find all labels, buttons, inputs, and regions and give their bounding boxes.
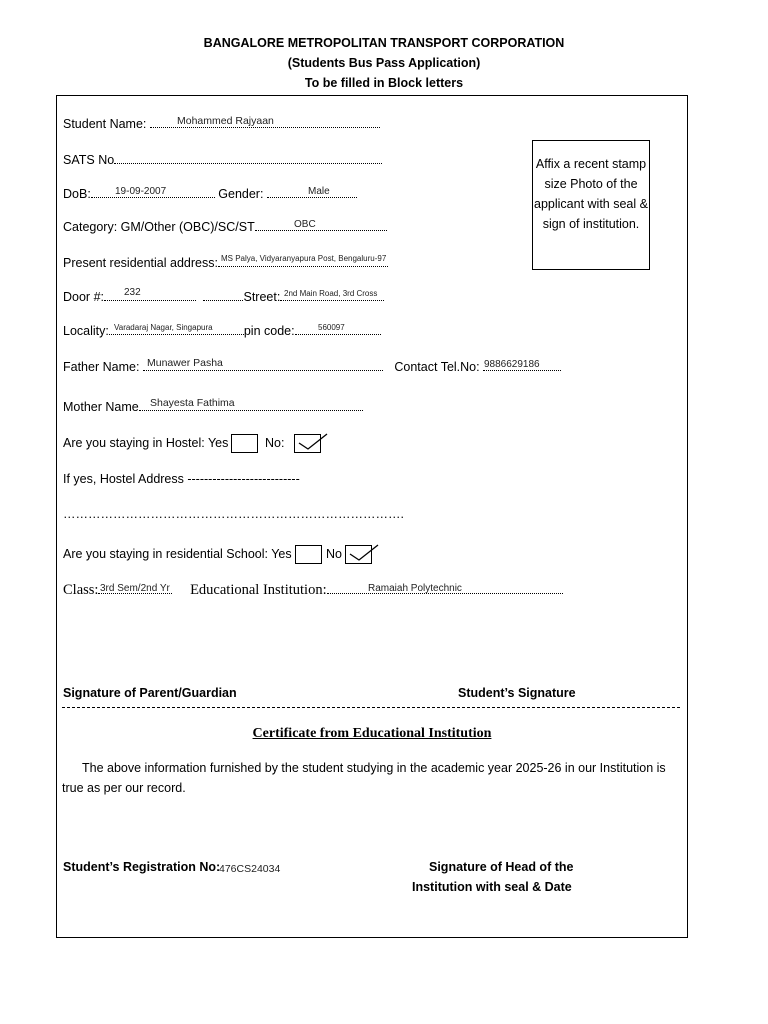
checkmark-icon [347, 542, 381, 564]
school-no-checkbox[interactable] [345, 545, 372, 564]
checkmark-icon [296, 431, 330, 453]
dob-label: DoB: [63, 187, 91, 201]
student-signature-label: Student’s Signature [458, 686, 576, 700]
category-row [63, 220, 387, 234]
form-instruction: To be filled in Block letters [304, 76, 464, 90]
door-value[interactable]: 232 [124, 287, 141, 298]
street-value[interactable]: 2nd Main Road, 3rd Cross [284, 289, 378, 298]
student-name-value[interactable]: Mohammed Rajyaan [177, 115, 274, 127]
street-label: Street: [243, 290, 281, 304]
gender-value[interactable]: Male [308, 186, 330, 197]
door-label: Door #: [63, 290, 104, 304]
certificate-title: Certificate from Educational Institution [252, 726, 492, 741]
student-name-label: Student Name: [63, 117, 150, 131]
registration-label: Student’s Registration No: [63, 860, 221, 874]
class-value[interactable]: 3rd Sem/2nd Yr [100, 583, 170, 594]
category-label: Category: GM/Other (OBC)/SC/ST [63, 220, 255, 234]
school-no-label: No [326, 547, 342, 561]
hostel-no-checkbox[interactable] [294, 434, 321, 453]
school-yes-checkbox[interactable] [295, 545, 322, 564]
mother-label: Mother Name [63, 400, 139, 414]
section-divider [62, 707, 680, 708]
hostel-label: Are you staying in Hostel: Yes [63, 436, 229, 450]
photo-box: Affix a recent stamp size Photo of the applicant with seal & sign of institution. [532, 140, 650, 270]
contact-value[interactable]: 9886629186 [484, 359, 540, 370]
locality-value[interactable]: Varadaraj Nagar, Singapura [114, 323, 213, 332]
address-label: Present residential address: [63, 256, 218, 270]
father-label: Father Name: [63, 360, 143, 374]
hostel-yes-checkbox[interactable] [231, 434, 258, 453]
registration-value[interactable]: 476CS24034 [219, 863, 281, 875]
contact-label: Contact Tel.No: [394, 360, 484, 374]
pincode-label: pin code: [243, 324, 295, 338]
sats-label: SATS No [63, 153, 115, 167]
hostel-address-label: If yes, Hostel Address --------------------------- [63, 472, 300, 486]
institution-label: Educational Institution: [190, 582, 327, 598]
parent-signature-label: Signature of Parent/Guardian [63, 686, 237, 700]
pincode-value[interactable]: 560097 [318, 323, 345, 332]
form-subtitle: (Students Bus Pass Application) [287, 56, 481, 70]
locality-label: Locality: [63, 324, 109, 338]
category-value[interactable]: OBC [294, 219, 316, 230]
mother-value[interactable]: Shayesta Fathima [150, 397, 235, 409]
dob-value[interactable]: 19-09-2007 [115, 186, 167, 197]
sats-row [63, 153, 382, 167]
certificate-text: The above information furnished by the student studying in the academic year 2025-26 in our Institution is true as per our record. [62, 761, 666, 795]
class-label: Class: [63, 582, 99, 598]
father-value[interactable]: Munawer Pasha [147, 357, 223, 369]
org-title: BANGALORE METROPOLITAN TRANSPORT CORPORATION [203, 36, 565, 50]
head-signature-line2: Institution with seal & Date [412, 880, 572, 894]
hostel-no-label: No: [265, 436, 285, 450]
hostel-address-line: ………………………………………………………………………. [63, 507, 404, 521]
address-value[interactable]: MS Palya, Vidyaranyapura Post, Bengaluru-97 [221, 254, 387, 263]
head-signature-line1: Signature of Head of the [429, 860, 574, 874]
institution-value[interactable]: Ramaiah Polytechnic [368, 583, 462, 594]
gender-label: Gender: [218, 187, 267, 201]
residential-school-label: Are you staying in residential School: Yes [63, 547, 292, 561]
